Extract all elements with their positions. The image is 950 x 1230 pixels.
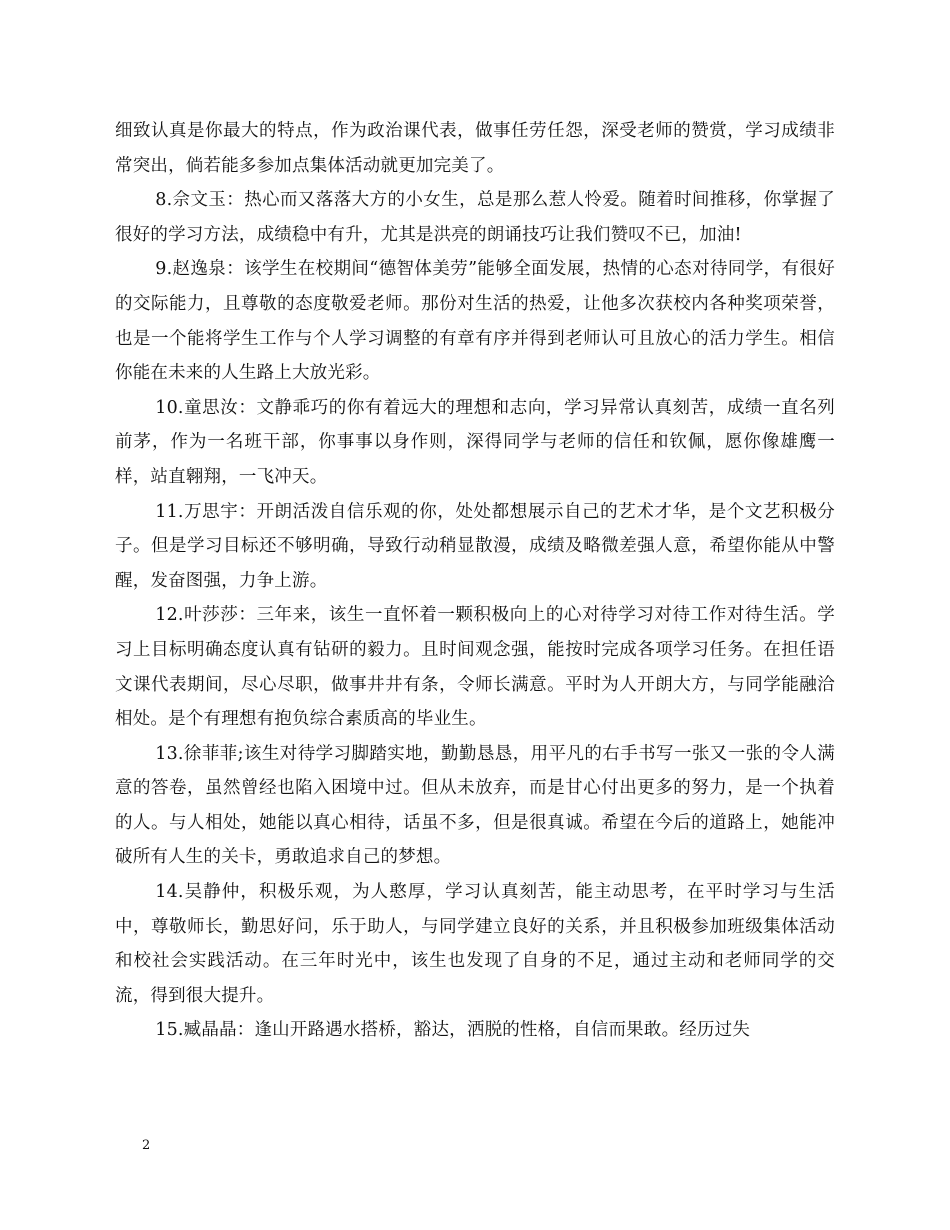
page-number: 2 — [142, 1138, 151, 1153]
paragraph-3: 9.赵逸泉：该学生在校期间“德智体美劳”能够全面发展，热情的心态对待同学，有很好的交际能力，且尊敬的态度敬爱老师。那份对生活的热爱，让他多次获校内各种奖项荣誉，也是一个能将学生工作与个人学习调整的有章有序并得到老师认可且放心的活力学生。相信你能在未来的人生路上大放光彩。 — [115, 259, 835, 384]
paragraph-8: 14.吴静仲，积极乐观，为人憨厚，学习认真刻苦，能主动思考，在平时学习与生活中，尊敬师长，勤思好问，乐于助人，与同学建立良好的关系，并且积极参加班级集体活动和校社会实践活动。在三年时光中，该生也发现了自身的不足，通过主动和老师同学的交流，得到很大提升。 — [115, 882, 835, 1006]
paragraph-9: 15.臧晶晶：逢山开路遇水搭桥，豁达，洒脱的性格，自信而果敢。经历过失 — [155, 1020, 751, 1041]
paragraph-5: 11.万思宇：开朗活泼自信乐观的你，处处都想展示自己的艺术才华，是个文艺积极分子。但是学习目标还不够明确，导致行动稍显散漫，成绩及略微差强人意，希望你能从中警醒，发奋图强，力争上游。 — [115, 501, 835, 591]
document-body — [115, 114, 835, 1048]
paragraph-4: 10.童思汝：文静乖巧的你有着远大的理想和志向，学习异常认真刻苦，成绩一直名列前茅，作为一名班干部，你事事以身作则，深得同学与老师的信任和钦佩，愿你像雄鹰一样，站直翱翔，一飞冲天。 — [115, 397, 835, 487]
paragraph-7: 13.徐菲菲;该生对待学习脚踏实地，勤勤恳恳，用平凡的右手书写一张又一张的令人满意的答卷，虽然曾经也陷入困境中过。但从未放弃，而是甘心付出更多的努力，是一个执着的人。与人相处，她能以真心相待，话虽不多，但是很真诚。希望在今后的道路上，她能冲破所有人生的关卡，勇敢追求自己的梦想。 — [115, 743, 835, 868]
paragraph-6: 12.叶莎莎：三年来，该生一直怀着一颗积极向上的心对待学习对待工作对待生活。学习上目标明确态度认真有钻研的毅力。且时间观念强，能按时完成各项学习任务。在担任语文课代表期间，尽心尽职，做事井井有条，令师长满意。平时为人开朗大方，与同学能融洽相处。是个有理想有抱负综合素质高的毕业生。 — [115, 605, 835, 730]
paragraph-2: 8.佘文玉：热心而又落落大方的小女生，总是那么惹人怜爱。随着时间推移，你掌握了很好的学习方法，成绩稳中有升，尤其是洪亮的朗诵技巧让我们赞叹不已，加油! — [115, 190, 835, 245]
paragraph-1: 细致认真是你最大的特点，作为政治课代表，做事任劳任怨，深受老师的赞赏，学习成绩非常突出，倘若能多参加点集体活动就更加完美了。 — [115, 121, 835, 176]
